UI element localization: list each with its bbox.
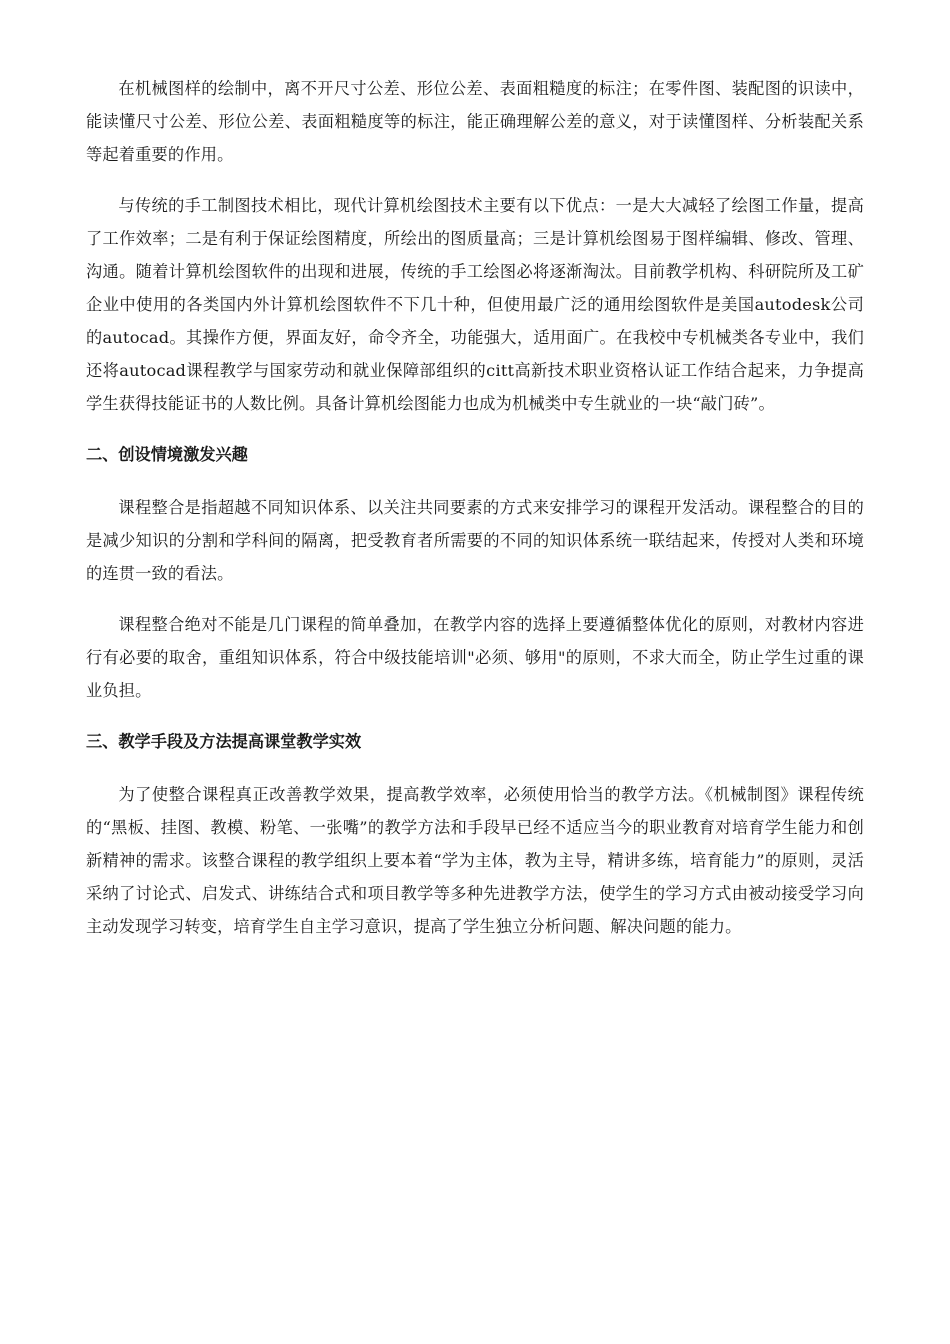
paragraph-course-integration: 课程整合是指超越不同知识体系、以关注共同要素的方式来安排学习的课程开发活动。课程整合的目的是减少知识的分割和学科间的隔离，把受教育者所需要的不同的知识体系统一联结起来，传授对人类和环境的连贯一致的看法。: [86, 498, 864, 583]
paragraph-tolerance: 在机械图样的绘制中，离不开尺寸公差、形位公差、表面粗糙度的标注；在零件图、装配图的识读中，能读懂尺寸公差、形位公差、表面粗糙度等的标注，能正确理解公差的意义，对于读懂图样、分析装配关系等起着重要的作用。: [86, 79, 864, 164]
paragraph-computer-drawing: 与传统的手工制图技术相比，现代计算机绘图技术主要有以下优点：一是大大减轻了绘图工作量，提高了工作效率；二是有利于保证绘图精度，所绘出的图质量高；三是计算机绘图易于图样编辑、修改、管理、沟通。随着计算机绘图软件的出现和进展，传统的手工绘图必将逐渐淘汰。目前教学机构、科研院所及工矿企业中使用的各类国内外计算机绘图软件不下几十种，但使用最广泛的通用绘图软件是美国autodesk公司的autocad。其操作方便，界面友好，命令齐全，功能强大，适用面广。在我校中专机械类各专业中，我们还将autocad课程教学与国家劳动和就业保障部组织的citt高新技术职业资格认证工作结合起来，力争提高学生获得技能证书的人数比例。具备计算机绘图能力也成为机械类中专生就业的一块“敲门砖”。: [86, 196, 864, 413]
section-heading-2: 二、创设情境激发兴趣: [86, 445, 248, 464]
paragraph-integration-principle: 课程整合绝对不能是几门课程的简单叠加，在教学内容的选择上要遵循整体优化的原则，对教材内容进行有必要的取舍，重组知识体系，符合中级技能培训"必须、够用"的原则，不求大而全，防止学生过重的课业负担。: [86, 615, 864, 700]
paragraph-teaching-methods: 为了使整合课程真正改善教学效果，提高教学效率，必须使用恰当的教学方法。《机械制图》课程传统的“黑板、挂图、教模、粉笔、一张嘴”的教学方法和手段早已经不适应当今的职业教育对培育学生能力和创新精神的需求。该整合课程的教学组织上要本着“学为主体，教为主导，精讲多练，培育能力”的原则，灵活采纳了讨论式、启发式、讲练结合式和项目教学等多种先进教学方法，使学生的学习方式由被动接受学习向主动发现学习转变，培育学生自主学习意识，提高了学生独立分析问题、解决问题的能力。: [86, 785, 864, 936]
section-heading-3: 三、教学手段及方法提高课堂教学实效: [86, 732, 362, 751]
